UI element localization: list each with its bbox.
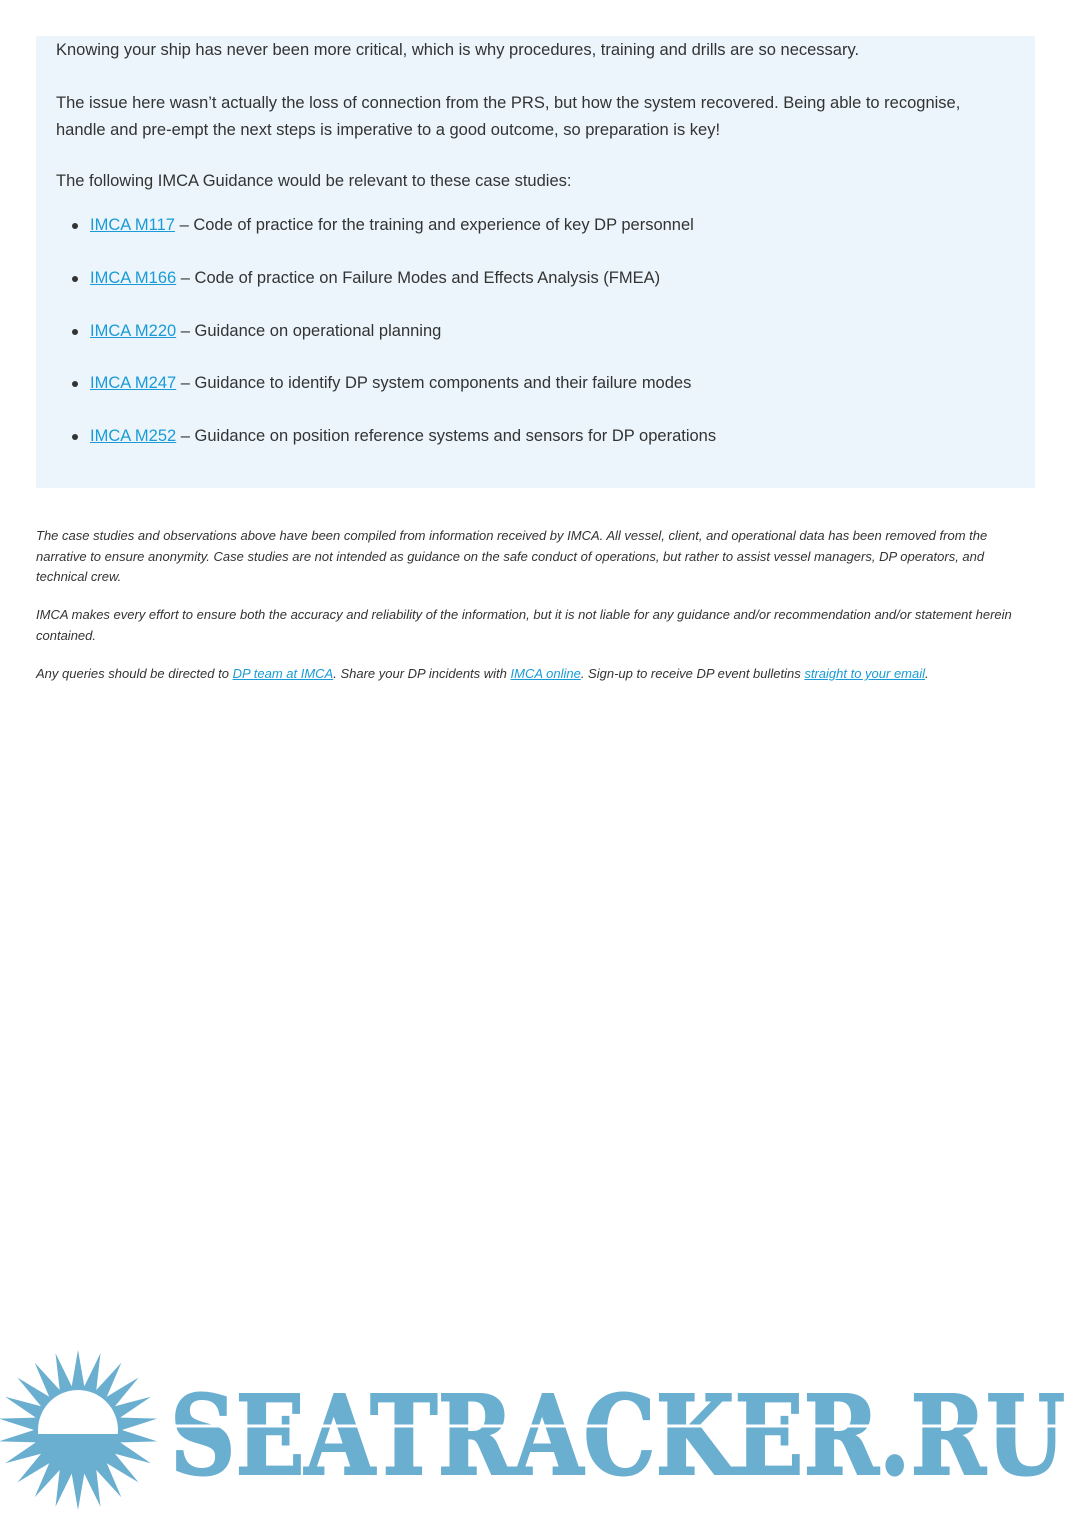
- guidance-link-m166[interactable]: IMCA M166: [90, 268, 177, 287]
- guidance-link-m252[interactable]: IMCA M252: [90, 427, 177, 446]
- seatracker-watermark: [0, 1350, 1080, 1515]
- guidance-description: – Guidance to identify DP system components and their failure modes: [176, 374, 692, 393]
- callout-paragraph-1: Knowing your ship has never been more critical, which is why procedures, training and drills are so necessary.: [56, 41, 860, 59]
- disclaimer-paragraph-3: [36, 664, 1036, 685]
- guidance-list: [72, 212, 716, 476]
- guidance-link-m247[interactable]: IMCA M247: [90, 374, 177, 393]
- guidance-description: – Code of practice for the training and experience of key DP personnel: [174, 216, 694, 234]
- sun-icon: [0, 1350, 157, 1510]
- disclaimer-paragraph-2: IMCA makes every effort to ensure both the accuracy and reliability of the information, but it is not liable for any guidance and/or recommendation and/or statement herein contained.: [36, 607, 1012, 643]
- guidance-link-m220[interactable]: IMCA M220: [90, 321, 177, 340]
- disclaimer-text: Any queries should be directed to: [36, 666, 233, 681]
- disclaimer-text: . Share your DP incidents with: [333, 666, 511, 681]
- email-signup-link[interactable]: straight to your email: [804, 666, 926, 681]
- guidance-description: – Code of practice on Failure Modes and Effects Analysis (FMEA): [176, 268, 661, 287]
- disclaimer-text: . Sign-up to receive DP event bulletins: [580, 666, 805, 681]
- bullet-icon: [72, 381, 78, 387]
- callout-paragraph-3: The following IMCA Guidance would be relevant to these case studies:: [56, 172, 572, 190]
- bullet-icon: [72, 223, 78, 229]
- guidance-link-m117[interactable]: IMCA M117: [90, 216, 175, 234]
- disclaimer-text: .: [925, 666, 929, 681]
- bullet-icon: [72, 434, 78, 440]
- disclaimer-paragraph-1: The case studies and observations above have been compiled from information received by IMCA. All vessel, client, and operational data has been removed from the narrative to ensure anonymity. Case studies are not intended as guidance on the safe conduct of operations, but rather to assist vessel managers, DP operators, and technical crew.: [36, 528, 988, 584]
- list-item: [72, 318, 716, 345]
- dp-team-link[interactable]: DP team at IMCA: [232, 666, 334, 681]
- list-item: [72, 423, 716, 450]
- imca-online-link[interactable]: IMCA online: [510, 666, 581, 681]
- bullet-icon: [72, 276, 78, 282]
- guidance-description: – Guidance on operational planning: [176, 321, 442, 340]
- guidance-description: – Guidance on position reference systems and sensors for DP operations: [176, 427, 717, 446]
- list-item: [72, 212, 716, 239]
- list-item: [72, 265, 716, 292]
- guidance-callout: [36, 36, 1035, 488]
- watermark-text: SEATRACKER.RU: [170, 1371, 1065, 1500]
- bullet-icon: [72, 329, 78, 335]
- list-item: [72, 370, 716, 397]
- callout-paragraph-2: The issue here wasn’t actually the loss of connection from the PRS, but how the system recovered. Being able to recognise, handle and pre-empt the next steps is imperative to a good outcome, so preparation is key!: [56, 94, 961, 139]
